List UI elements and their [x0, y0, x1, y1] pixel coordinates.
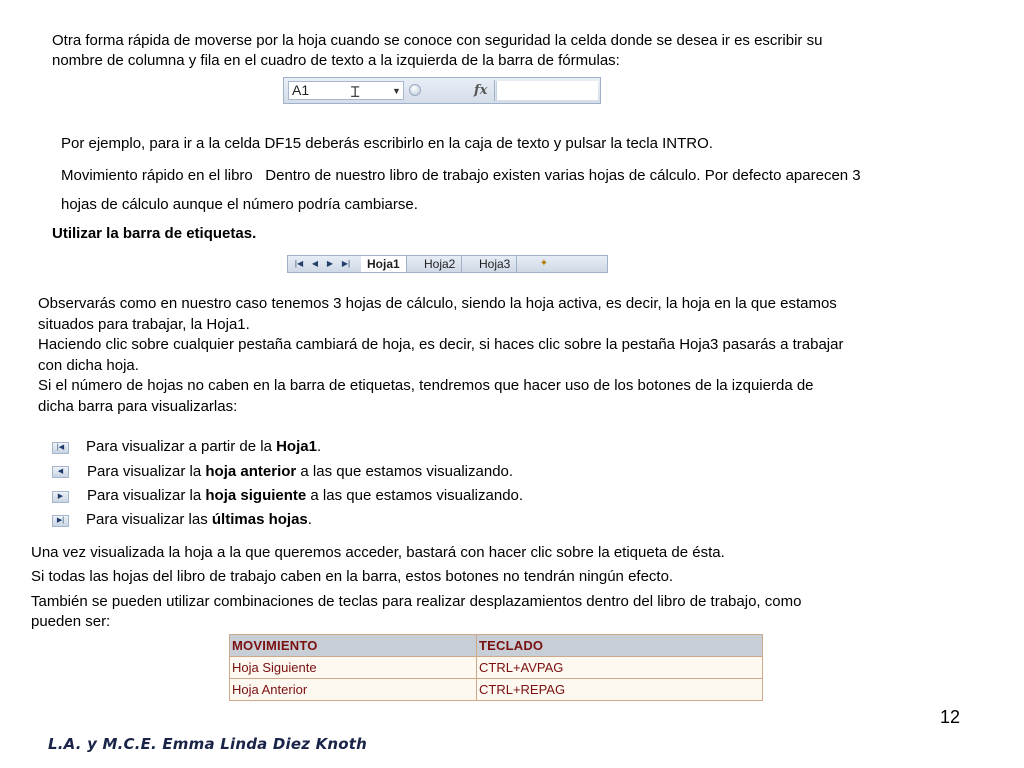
body-line: Haciendo clic sobre cualquier pestaña cambiará de hoja, es decir, si haces clic sobre la pestaña Hoja3 pasarás a trabajar: [38, 336, 844, 353]
sheet-tab-bar: [287, 255, 608, 273]
list-item-text: Para visualizar la: [87, 487, 206, 504]
list-item-bold: últimas hojas: [211, 511, 308, 528]
list-item-text: .: [307, 511, 312, 528]
formula-input[interactable]: [496, 81, 598, 100]
body-line: dicha barra para visualizarlas:: [38, 398, 238, 415]
fx-icon[interactable]: fx: [474, 83, 488, 98]
header-movimiento: MOVIMIENTO: [230, 635, 477, 657]
list-item: [86, 510, 312, 530]
next-sheet-icon: ▶: [52, 491, 69, 503]
resize-knob-icon: [409, 84, 421, 96]
name-box-value: A1: [292, 82, 310, 98]
list-item-text: .: [316, 438, 322, 455]
movimiento-line-2: hojas de cálculo aunque el número podría cambiarse.: [61, 196, 418, 213]
list-item-text: a las que estamos visualizando.: [306, 487, 524, 504]
body-line: situados para trabajar, la Hoja1.: [38, 316, 250, 333]
name-box-formula-bar: [283, 77, 601, 104]
text-cursor-icon: Ɪ: [351, 84, 360, 101]
list-item-text: Para visualizar a partir de la: [86, 438, 277, 455]
last-sheet-icon: ▶|: [52, 515, 69, 527]
previous-sheet-icon: ◀: [52, 466, 69, 478]
first-sheet-icon[interactable]: |◀: [294, 259, 304, 268]
next-sheet-icon[interactable]: ▶: [326, 259, 334, 268]
table-cell: Hoja Anterior: [230, 679, 477, 701]
tab-hoja2[interactable]: Hoja2: [418, 256, 462, 272]
footer-author: L.A. y M.C.E. Emma Linda Diez Knoth: [48, 735, 368, 753]
table-row: [230, 657, 763, 679]
first-sheet-icon: |◀: [52, 442, 69, 454]
movimiento-line-1: [61, 166, 861, 186]
list-item: [87, 486, 523, 506]
table-cell: CTRL+REPAG: [477, 679, 763, 701]
list-item: [87, 462, 513, 482]
tab-hoja3[interactable]: Hoja3: [473, 256, 517, 272]
name-box-input[interactable]: [288, 81, 404, 100]
page-number: 12: [940, 707, 961, 727]
previous-sheet-icon[interactable]: ◀: [311, 259, 319, 268]
table-row: [230, 679, 763, 701]
table-cell: Hoja Siguiente: [230, 657, 477, 679]
list-item-text: Para visualizar la: [87, 463, 206, 480]
list-item-bold: Hoja1: [276, 438, 317, 455]
last-sheet-icon[interactable]: ▶|: [341, 259, 351, 268]
divider: [494, 80, 495, 101]
header-teclado: TECLADO: [477, 635, 763, 657]
shortcuts-table: [229, 634, 763, 701]
body-line: Si el número de hojas no caben en la barra de etiquetas, tendremos que hacer uso de los botones de la izquierda de: [38, 377, 814, 394]
list-item-bold: hoja anterior: [205, 463, 297, 480]
example-text: Por ejemplo, para ir a la celda DF15 deberás escribirlo en la caja de texto y pulsar la tecla INTRO.: [61, 135, 713, 152]
etiquetas-heading: Utilizar la barra de etiquetas.: [52, 225, 257, 242]
body-line: con dicha hoja.: [38, 357, 139, 374]
table-header-row: [230, 635, 763, 657]
chevron-down-icon[interactable]: ▼: [392, 86, 401, 96]
closing-line-3: También se pueden utilizar combinaciones de teclas para realizar desplazamientos dentro del libro de trabajo, como: [31, 593, 802, 610]
list-item-bold: hoja siguiente: [205, 487, 307, 504]
movimiento-label: Movimiento rápido en el libro: [61, 167, 253, 184]
list-item-text: Para visualizar las: [86, 511, 212, 528]
intro-line-1: Otra forma rápida de moverse por la hoja cuando se conoce con seguridad la celda donde se desea ir es escribir su: [52, 32, 823, 49]
intro-line-2: nombre de columna y fila en el cuadro de texto a la izquierda de la barra de fórmulas:: [52, 52, 620, 69]
closing-line-4: pueden ser:: [31, 613, 111, 630]
closing-line-2: Si todas las hojas del libro de trabajo caben en la barra, estos botones no tendrán ningún efecto.: [31, 568, 674, 585]
body-line: Observarás como en nuestro caso tenemos 3 hojas de cálculo, siendo la hoja activa, es decir, la hoja en la que estamos: [38, 295, 837, 312]
list-item: [86, 437, 321, 457]
table-cell: CTRL+AVPAG: [477, 657, 763, 679]
list-item-text: a las que estamos visualizando.: [296, 463, 514, 480]
tab-hoja1[interactable]: Hoja1: [361, 256, 407, 272]
insert-sheet-icon[interactable]: ✦: [539, 258, 549, 269]
closing-line-1: Una vez visualizada la hoja a la que queremos acceder, bastará con hacer clic sobre la etiqueta de ésta.: [31, 544, 725, 561]
movimiento-text: Dentro de nuestro libro de trabajo existen varias hojas de cálculo. Por defecto aparecen 3: [265, 167, 861, 184]
